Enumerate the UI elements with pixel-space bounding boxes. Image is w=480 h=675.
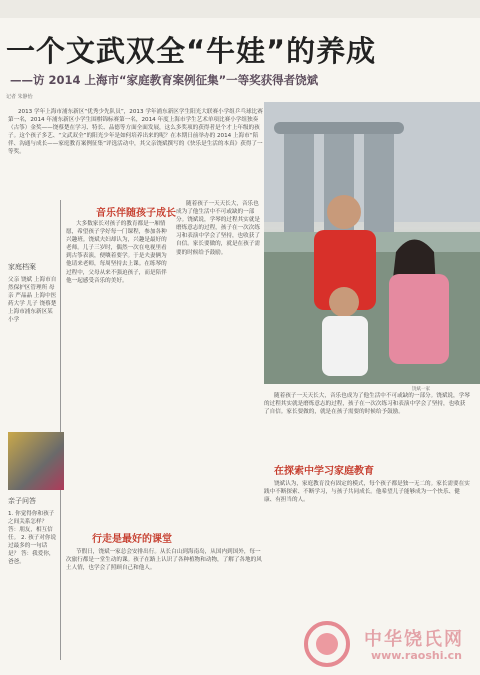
qa-label: 亲子问答: [8, 497, 36, 505]
family-profile-label: 家庭档案: [8, 263, 36, 271]
qa-text: 1. 你觉得你和孩子之间关系怎样？ 答：朋友，相互信任。 2. 孩子对你说过最多的一句话是？ 答：我爱你，爸爸。: [8, 511, 57, 565]
sidebar-family-photo: [8, 432, 64, 490]
column-upper-right: 随着孩子一天天长大，音乐也成为了他生活中不可或缺的一部分。饶斌说，学琴的过程其实就是磨炼意志的过程，孩子在一次次练习和表演中学会了坚持，也收获了自信。家长要做的，就是在孩子需要的时候给予鼓励。: [264, 393, 470, 416]
watermark-url: www.raoshi.cn: [370, 649, 462, 662]
section-heading-music: 音乐伴随孩子成长: [96, 208, 176, 219]
byline: 记者 朱静怡: [6, 94, 33, 100]
header-strip: [0, 0, 480, 18]
photo-caption: 饶斌一家: [412, 387, 430, 392]
family-profile-text: 父亲 饶斌 上海市自然保护区管理所 母亲 严晶晶 上海中医药大学 儿子 饶蔡楚 上海市浦东新区某小学: [8, 277, 57, 323]
sidebar-divider: [60, 200, 61, 660]
family-photo-illustration: [264, 102, 480, 384]
site-watermark: [304, 621, 474, 669]
section-heading-explore: 在探索中学习家庭教育: [274, 466, 374, 477]
article-subtitle: ——访 2014 上海市“家庭教育案例征集”一等奖获得者饶斌: [10, 73, 319, 87]
section-heading-travel: 行走是最好的课堂: [92, 534, 172, 545]
article-headline: 一个文武双全“牛娃”的养成: [6, 34, 377, 68]
column-1: 大多数家长对孩子的教育都是一厢情愿，希望孩子学好每一门课程，参加各种兴趣班。饶斌夫妇却认为，兴趣是最好的老师。儿子三岁时，偶然一次在电视里看到古筝表演，便嚷着要学。于是夫妻俩为他请来老师，每周坚持去上课。在练琴的过程中，父母从来不强迫孩子，而是陪伴他一起感受音乐的美好。: [66, 221, 167, 284]
column-2: 随着孩子一天天长大，音乐也成为了他生活中不可或缺的一部分。饶斌说，学琴的过程其实就是磨炼意志的过程，孩子在一次次练习和表演中学会了坚持，也收获了自信。家长要做的，就是在孩子需要的时候给予鼓励。: [176, 201, 260, 256]
family-photo: [264, 102, 480, 384]
column-3: 节假日，饶斌一家总会安排出行。从长白山到海南岛，从国内到国外，每一次旅行都是一堂生动的课。孩子在路上认识了各种植物和动物，了解了各地的风土人情，也学会了照顾自己和他人。: [66, 549, 262, 572]
watermark-logo-icon: [304, 621, 350, 667]
watermark-site-name: 中华饶氏网: [364, 629, 464, 650]
column-4: 饶斌认为，家庭教育没有固定的模式，每个孩子都是独一无二的。家长需要在实践中不断探索、不断学习，与孩子共同成长。他希望儿子能够成为一个快乐、健康、有担当的人。: [264, 481, 470, 504]
intro-paragraph: 2013 学年上海市浦东新区“优秀少先队员”，2013 学年浦东新区学生阳光大联赛小学组乒乓球比赛第一名，2014 年浦东新区小学生围棋锦标赛第一名，2014 年度上海市学生艺术单项比赛小学组独奏（古筝）金奖——饶蔡楚在学习、特长、品德等方面全面发展，这么多奖项的获得者是个才上年级的孩子。这个孩子多艺、“文武双全”的阳光少年是如何培养出来的呢？在本期日前举办的 2014 上海市“陪伴、沟通与成长——家庭教育案例征集”评选活动中，其父亲饶斌撰写的《快乐是生活的本真》获得了一等奖。: [8, 109, 263, 155]
